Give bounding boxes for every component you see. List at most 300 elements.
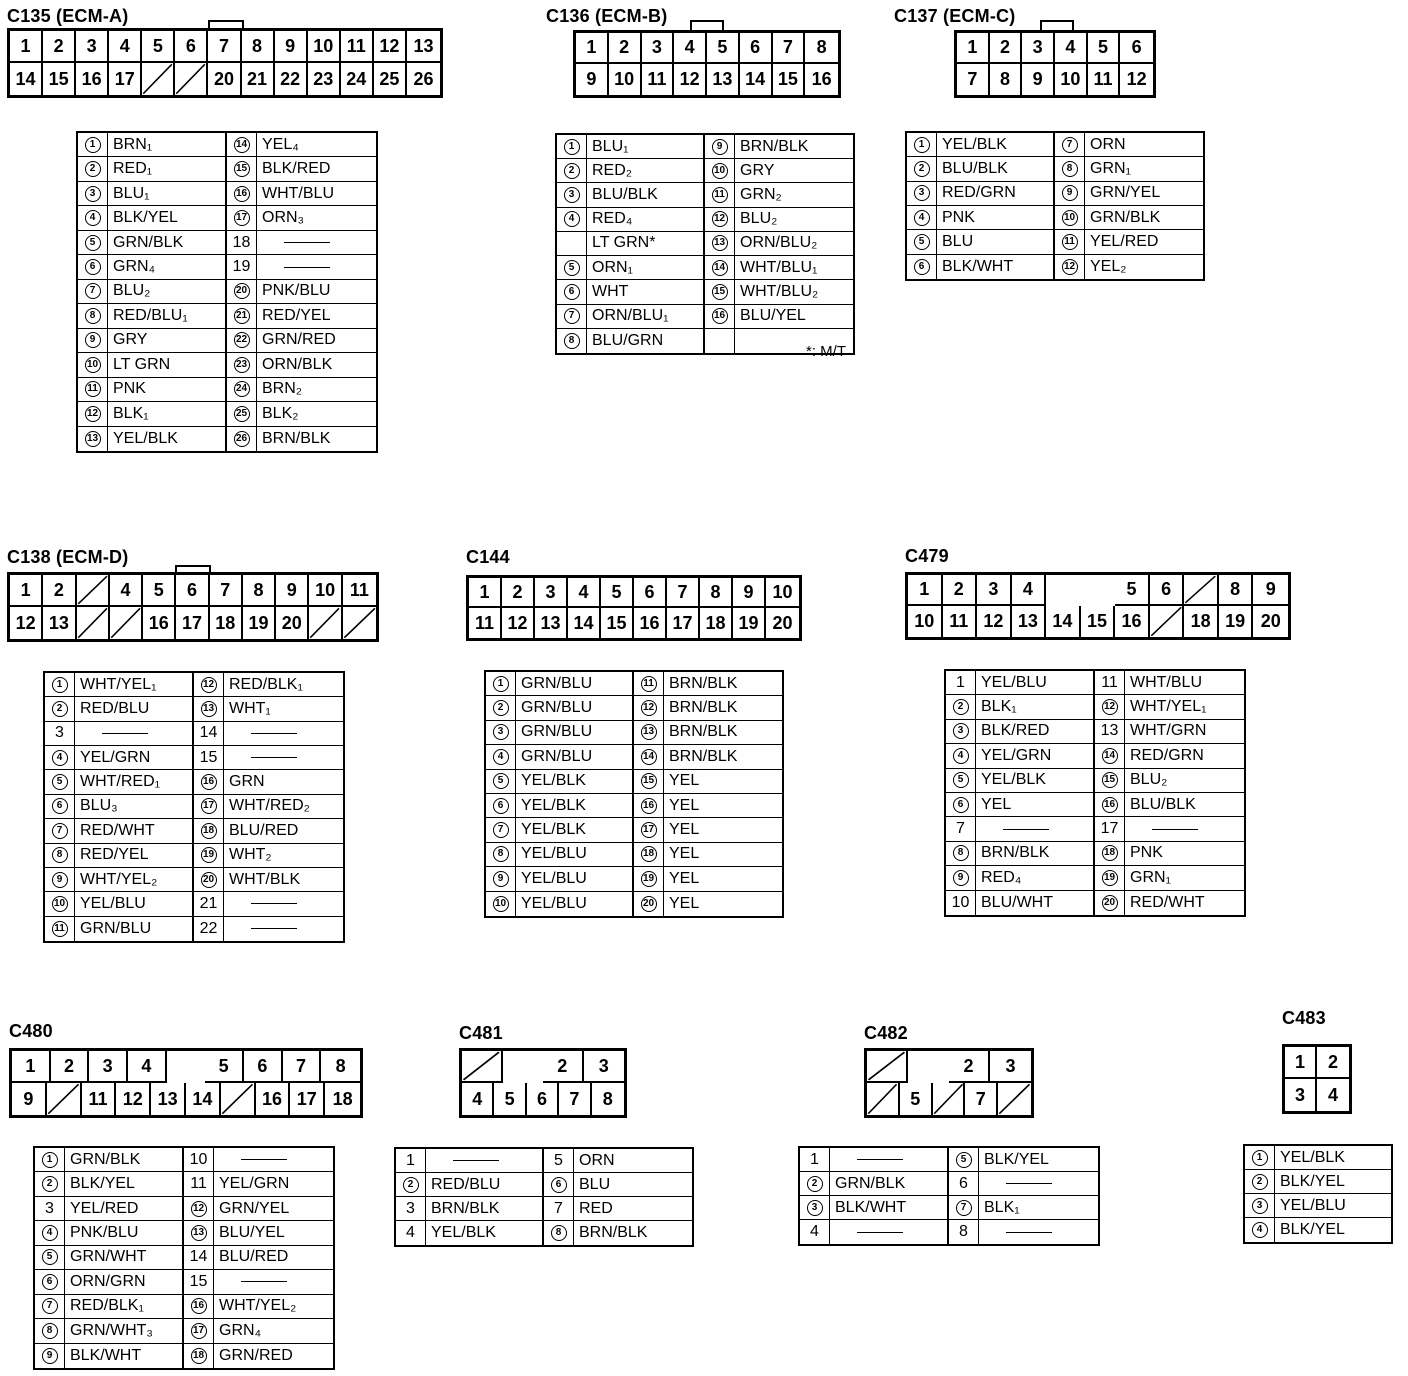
pin-number <box>184 1172 214 1196</box>
pin-number <box>557 159 587 183</box>
pin-number <box>45 917 75 941</box>
blank-pin-cell <box>77 575 110 607</box>
pin-label: 12 <box>641 700 657 716</box>
pin-cell: 7 <box>773 33 806 64</box>
pin-label: 18 <box>191 1348 207 1364</box>
wire-color: YEL <box>976 793 1095 817</box>
pin-number <box>557 329 587 353</box>
pin-label: 4 <box>493 749 509 765</box>
pin-label: 5 <box>953 772 969 788</box>
wire-color: BLU/YEL <box>735 305 853 329</box>
pin-number <box>227 133 257 157</box>
unused-dash <box>453 1160 499 1161</box>
pin-number <box>78 157 108 181</box>
pin-label: 3 <box>406 1199 415 1217</box>
pin-number <box>946 671 976 695</box>
pin-number <box>1095 842 1125 866</box>
pin-cell: 4 <box>110 575 143 607</box>
pin-label: 22 <box>199 919 218 937</box>
pin-number <box>949 1220 979 1244</box>
pin-label: 16 <box>712 308 728 324</box>
pin-number <box>946 720 976 744</box>
pin-number <box>557 256 587 280</box>
c144-connector <box>466 575 802 641</box>
c135-connector <box>7 28 443 98</box>
wire-color: RED/BLU₁ <box>108 304 227 328</box>
pin-cell: 14 <box>10 63 43 95</box>
pin-cell: 15 <box>43 63 76 95</box>
pin-number <box>486 745 516 769</box>
c483-wire-table <box>1243 1144 1393 1244</box>
pin-cell: 2 <box>43 31 76 63</box>
blank-pin-cell <box>47 1083 82 1115</box>
pin-number <box>78 231 108 255</box>
pin-cell: 4 <box>674 33 707 64</box>
wire-color <box>830 1148 949 1172</box>
wire-color <box>224 722 343 746</box>
pin-number <box>184 1246 214 1270</box>
pin-number <box>78 280 108 304</box>
unused-dash <box>1003 829 1049 830</box>
pin-number <box>35 1319 65 1343</box>
wire-color: BRN₂ <box>257 378 376 402</box>
c481-wire-table <box>394 1147 694 1247</box>
pin-cell: 14 <box>740 64 773 95</box>
c483-title: C483 <box>1282 1008 1326 1028</box>
wire-color: YEL/BLK <box>108 427 227 451</box>
pin-number <box>705 329 735 353</box>
pin-label: 20 <box>234 283 250 299</box>
wire-color: GRN/RED <box>257 329 376 353</box>
pin-label: 7 <box>42 1298 58 1314</box>
pin-cell: 17 <box>290 1083 325 1115</box>
c138-connector <box>7 572 379 642</box>
pin-label: 13 <box>1100 722 1119 740</box>
wire-color: RED/BLK₁ <box>224 673 343 697</box>
pin-number <box>45 673 75 697</box>
pin-label: 12 <box>712 211 728 227</box>
wire-color: BLK/WHT <box>830 1196 949 1220</box>
pin-cell: 5 <box>707 33 740 64</box>
wire-color: BRN/BLK <box>664 672 782 696</box>
wire-color: RED/BLU <box>75 697 194 721</box>
pin-number <box>194 746 224 770</box>
pin-number <box>544 1221 574 1245</box>
wire-color: ORN₃ <box>257 206 376 230</box>
wire-color <box>224 892 343 916</box>
c138-wire-table <box>43 671 345 943</box>
pin-number <box>45 892 75 916</box>
pin-cell: 2 <box>609 33 642 64</box>
pin-number <box>1055 230 1085 254</box>
c483-connector <box>1282 1044 1352 1114</box>
pin-number <box>634 794 664 818</box>
pin-label: 5 <box>914 234 930 250</box>
pin-number <box>194 917 224 941</box>
pin-number <box>557 305 587 329</box>
pin-label: 7 <box>956 1200 972 1216</box>
wire-color: BRN/BLK <box>579 1224 648 1241</box>
wire-color: BLU/RED <box>214 1246 333 1270</box>
wire-color <box>75 722 194 746</box>
pin-number <box>78 402 108 426</box>
pin-number <box>486 672 516 696</box>
pin-label: 8 <box>953 845 969 861</box>
c137-wire-table <box>905 131 1205 281</box>
wire-color <box>224 746 343 770</box>
pin-number <box>946 817 976 841</box>
pin-number <box>907 230 937 254</box>
pin-number <box>544 1197 574 1221</box>
wire-color: YEL/GRN <box>75 746 194 770</box>
pin-label: 18 <box>1102 845 1118 861</box>
wire-color: WHT/YEL₁ <box>75 673 194 697</box>
wire-color: BLU₃ <box>75 795 194 819</box>
pin-cell: 18 <box>1184 606 1219 637</box>
pin-cell: 15 <box>1081 606 1116 637</box>
pin-cell: 9 <box>1253 575 1288 606</box>
wire-color: GRN/BLK <box>108 231 227 255</box>
pin-cell: 18 <box>700 608 733 638</box>
wire-color: BLK₁ <box>976 695 1095 719</box>
pin-cell: 10 <box>309 575 342 607</box>
connector-gap <box>167 1051 206 1083</box>
wire-color: GRN/BLU <box>516 721 634 745</box>
wire-color: WHT/RED₂ <box>224 795 343 819</box>
pin-label: 17 <box>201 798 217 814</box>
wire-color: BLU₁ <box>108 182 227 206</box>
pin-label: 4 <box>564 211 580 227</box>
unused-dash <box>1152 829 1198 830</box>
wire-color: PNK/BLU <box>257 280 376 304</box>
pin-cell: 16 <box>143 607 176 639</box>
wire-color: BLK/YEL <box>979 1148 1098 1172</box>
pin-cell: 3 <box>76 31 109 63</box>
pin-label: 19 <box>641 871 657 887</box>
pin-number <box>1095 720 1125 744</box>
wire-color: YEL/BLU <box>75 892 194 916</box>
pin-label: 3 <box>55 724 64 742</box>
pin-number <box>78 182 108 206</box>
wire-color: YEL/BLK <box>937 133 1055 157</box>
wire-color: RED/BLK₁ <box>65 1295 184 1319</box>
pin-cell: 4 <box>128 1051 167 1083</box>
pin-cell: 1 <box>469 578 502 608</box>
blank-pin-slash <box>867 1083 898 1115</box>
pin-number <box>557 208 587 232</box>
pin-label: 7 <box>85 283 101 299</box>
pin-label: 19 <box>1102 870 1118 886</box>
pin-number <box>78 378 108 402</box>
pin-number <box>557 183 587 207</box>
pin-cell: 5 <box>143 575 176 607</box>
pin-cell: 14 <box>1046 606 1081 637</box>
connector-gap <box>1081 575 1116 606</box>
pin-cell: 24 <box>341 63 374 95</box>
pin-cell: 8 <box>805 33 838 64</box>
pin-label: 2 <box>403 1177 419 1193</box>
wire-color: RED₄ <box>976 866 1095 890</box>
pin-label: 11 <box>190 1175 207 1193</box>
wire-color: WHT/GRN <box>1125 720 1244 744</box>
c481-title: C481 <box>459 1023 503 1043</box>
pin-cell: 16 <box>256 1083 291 1115</box>
pin-cell: 6 <box>176 575 209 607</box>
pin-number <box>194 844 224 868</box>
blank-pin-slash <box>221 1083 254 1115</box>
pin-label: 15 <box>1102 772 1118 788</box>
wire-color <box>224 917 343 941</box>
pin-label: 20 <box>641 896 657 912</box>
unused-dash <box>251 733 297 734</box>
pin-label: 12 <box>201 677 217 693</box>
wire-color: GRN/WHT <box>65 1246 184 1270</box>
pin-number <box>1055 255 1085 279</box>
pin-label: 4 <box>85 210 101 226</box>
pin-number <box>634 843 664 867</box>
blank-pin-slash <box>77 607 108 639</box>
pin-label: 13 <box>191 1225 207 1241</box>
pin-cell: 8 <box>592 1083 624 1115</box>
pin-label: 11 <box>85 381 101 397</box>
pin-number <box>78 255 108 279</box>
blank-pin-cell <box>343 607 376 639</box>
pin-number <box>946 842 976 866</box>
pin-number <box>1055 182 1085 206</box>
pin-number <box>949 1196 979 1220</box>
pin-number <box>800 1220 830 1244</box>
pin-cell: 4 <box>462 1083 494 1115</box>
wire-color: PNK <box>1125 842 1244 866</box>
unused-dash <box>251 757 297 758</box>
pin-cell: 3 <box>584 1051 625 1083</box>
pin-label: 14 <box>189 1248 208 1266</box>
wire-color: BRN₁ <box>108 133 227 157</box>
pin-label: 3 <box>953 723 969 739</box>
wire-color: BRN/BLK <box>664 696 782 720</box>
pin-label: 25 <box>234 406 250 422</box>
pin-cell: 11 <box>82 1083 117 1115</box>
pin-label: 9 <box>85 332 101 348</box>
pin-label: 18 <box>201 823 217 839</box>
pin-cell: 1 <box>957 33 990 64</box>
wire-color: GRY <box>108 329 227 353</box>
pin-label: 1 <box>493 676 509 692</box>
pin-number <box>486 892 516 916</box>
pin-number <box>705 256 735 280</box>
pin-label: 4 <box>42 1225 58 1241</box>
pin-number <box>907 133 937 157</box>
pin-label: 1 <box>1252 1150 1268 1166</box>
pin-number <box>35 1246 65 1270</box>
pin-label: 8 <box>564 333 580 349</box>
blank-pin-cell <box>1184 575 1219 606</box>
pin-label: 16 <box>234 186 250 202</box>
pin-number <box>486 843 516 867</box>
pin-number <box>1245 1146 1275 1170</box>
pin-label: 3 <box>45 1199 54 1217</box>
pin-number <box>486 696 516 720</box>
wire-color: RED/YEL <box>75 844 194 868</box>
wire-color <box>979 1172 1098 1196</box>
pin-label: 2 <box>52 701 68 717</box>
blank-pin-cell <box>998 1083 1031 1115</box>
wire-color: BLK/YEL <box>1280 1221 1345 1238</box>
pin-label: 8 <box>52 847 68 863</box>
pin-label: 10 <box>712 163 728 179</box>
c479-wire-table <box>944 669 1246 917</box>
wire-color: WHT/RED₁ <box>75 770 194 794</box>
wire-color: BLU/RED <box>224 819 343 843</box>
pin-cell: 8 <box>700 578 733 608</box>
blank-pin-cell <box>221 1083 256 1115</box>
pin-cell: 6 <box>1120 33 1153 64</box>
pin-number <box>486 818 516 842</box>
pin-label: 9 <box>1062 185 1078 201</box>
pin-label: 4 <box>1252 1222 1268 1238</box>
pin-cell: 9 <box>733 578 766 608</box>
c482-wire-table <box>798 1146 1100 1246</box>
wire-color: GRY <box>735 159 853 183</box>
pin-cell: 5 <box>1115 575 1150 606</box>
c479-title: C479 <box>905 546 949 566</box>
pin-cell: 15 <box>773 64 806 95</box>
pin-cell: 4 <box>568 578 601 608</box>
wire-color: YEL/RED <box>1085 230 1203 254</box>
pin-cell: 11 <box>341 31 374 63</box>
pin-cell: 12 <box>1120 64 1153 95</box>
wire-color: BLK/YEL <box>108 206 227 230</box>
pin-label: 17 <box>234 210 250 226</box>
wire-color: YEL/BLK <box>516 818 634 842</box>
pin-label: 14 <box>641 749 657 765</box>
pin-label: 21 <box>199 894 218 912</box>
pin-label: 21 <box>234 308 250 324</box>
blank-pin-cell <box>142 63 175 95</box>
c135-wire-table <box>76 131 378 453</box>
pin-number <box>486 770 516 794</box>
c136-wire-table <box>555 133 855 355</box>
pin-cell: 1 <box>12 1051 51 1083</box>
pin-label: 11 <box>1062 234 1078 250</box>
pin-label: 14 <box>199 724 218 742</box>
pin-cell: 16 <box>1115 606 1150 637</box>
wire-color: GRN₁ <box>1125 866 1244 890</box>
wire-color: GRN/YEL <box>214 1197 333 1221</box>
pin-number <box>227 182 257 206</box>
pin-label: 3 <box>1252 1198 1268 1214</box>
c137-connector <box>954 30 1156 98</box>
wire-color: YEL <box>664 770 782 794</box>
wire-color <box>1125 817 1244 841</box>
pin-number <box>45 697 75 721</box>
pin-number <box>800 1172 830 1196</box>
pin-cell: 4 <box>109 31 142 63</box>
wire-color: WHT₂ <box>224 844 343 868</box>
wire-color: YEL/BLU <box>1275 1194 1391 1218</box>
pin-cell: 7 <box>559 1083 591 1115</box>
wire-color: GRN/BLK <box>65 1148 184 1172</box>
pin-cell: 13 <box>407 31 440 63</box>
pin-label: 9 <box>493 871 509 887</box>
pin-label: 10 <box>189 1150 208 1168</box>
pin-label: 10 <box>951 893 970 911</box>
pin-number <box>557 280 587 304</box>
blank-pin-slash <box>343 607 376 639</box>
pin-cell: 11 <box>642 64 675 95</box>
pin-label: 15 <box>189 1272 208 1290</box>
pin-cell: 9 <box>275 31 308 63</box>
pin-number <box>1245 1194 1275 1218</box>
pin-label: 4 <box>914 210 930 226</box>
pin-cell: 3 <box>977 575 1012 606</box>
pin-label: 2 <box>1252 1174 1268 1190</box>
pin-number <box>184 1197 214 1221</box>
pin-cell: 2 <box>1317 1047 1349 1079</box>
wire-color: GRN <box>224 770 343 794</box>
wire-color: BLK₁ <box>108 402 227 426</box>
pin-label: 14 <box>1102 748 1118 764</box>
pin-cell: 5 <box>1088 33 1121 64</box>
pin-number <box>1055 206 1085 230</box>
pin-label: 8 <box>1062 161 1078 177</box>
wire-color: ORN/BLU₁ <box>587 305 705 329</box>
wire-color: BLU/BLK <box>937 157 1055 181</box>
wire-color: GRN/BLU <box>516 745 634 769</box>
wire-color: ORN <box>1085 133 1203 157</box>
pin-number <box>800 1148 830 1172</box>
c479-connector <box>905 572 1291 640</box>
pin-number <box>946 695 976 719</box>
pin-label: 9 <box>712 139 728 155</box>
pin-cell: 2 <box>51 1051 90 1083</box>
wire-color: YEL <box>664 867 782 891</box>
pin-cell: 8 <box>242 31 275 63</box>
pin-number <box>184 1221 214 1245</box>
wire-color: RED/YEL <box>257 304 376 328</box>
pin-cell: 8 <box>990 64 1023 95</box>
pin-number <box>1055 133 1085 157</box>
pin-number <box>634 696 664 720</box>
pin-cell: 3 <box>89 1051 128 1083</box>
unused-dash <box>1006 1183 1052 1184</box>
pin-cell: 9 <box>276 575 309 607</box>
pin-cell: 8 <box>1219 575 1254 606</box>
pin-number <box>1095 793 1125 817</box>
pin-number <box>227 280 257 304</box>
pin-label: 9 <box>42 1348 58 1364</box>
pin-cell: 10 <box>1055 64 1088 95</box>
pin-number <box>486 721 516 745</box>
unused-dash <box>251 903 297 904</box>
blank-pin-slash <box>1184 575 1217 604</box>
blank-pin-slash <box>309 607 340 639</box>
pin-number <box>194 722 224 746</box>
wire-color: BLU₂ <box>1125 769 1244 793</box>
pin-number <box>705 135 735 159</box>
pin-cell: 10 <box>308 31 341 63</box>
pin-number <box>907 157 937 181</box>
wire-color: RED/WHT <box>1130 893 1205 911</box>
wire-color: YEL/BLK <box>516 770 634 794</box>
pin-cell: 6 <box>175 31 208 63</box>
pin-cell: 16 <box>805 64 838 95</box>
pin-cell: 7 <box>965 1083 998 1115</box>
pin-label: 14 <box>712 260 728 276</box>
pin-cell: 5 <box>601 578 634 608</box>
blank-pin-slash <box>1150 606 1183 637</box>
wire-color: YEL/BLK <box>976 769 1095 793</box>
